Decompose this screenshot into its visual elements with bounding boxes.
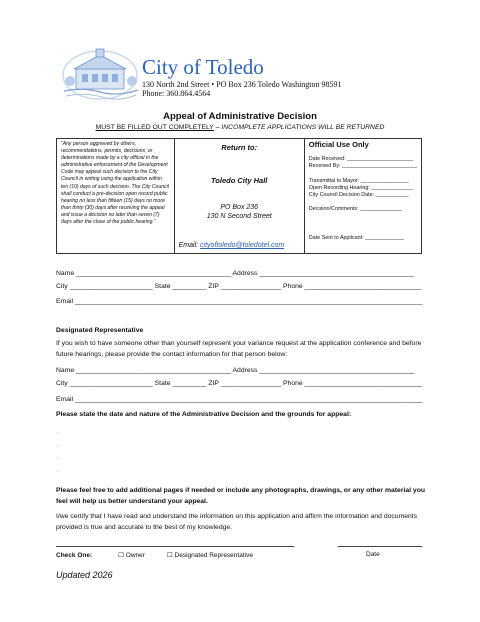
grounds-line[interactable]: . — [57, 442, 59, 448]
appeal-notice-cell — [57, 139, 175, 254]
designated-intro: If you wish to have someone other than yourself represent your variance request at the application conference and before future hearings, please provide the contact information for that person below: — [56, 340, 422, 358]
certification-text: I/we certify that I have read and understand the information on this application and affirm the information and documents provided is true and accurate to the best of my knowledge. — [56, 513, 418, 531]
official-line-comments: Decision/Comments: ______________ — [308, 206, 402, 213]
official-line-received-by: Received By: _________________________ — [308, 163, 417, 170]
form-title: Appeal of Administrative Decision — [163, 111, 317, 122]
grounds-line[interactable]: . — [57, 455, 59, 461]
official-line-date-received: Date Received: ______________________ — [308, 156, 414, 163]
signature-line[interactable] — [56, 546, 294, 547]
rep-name-row[interactable]: Name _________________________________________ Address _________________________________________ — [56, 367, 415, 374]
appeal-notice: “Any person aggrieved by others, recommendations, permits, decisions, or determinations made by a city official in the administrative enforcement of the Development Code may appeal such decision to the City Council in writing using the application within ten (10) days of such decision. The City Council shall conduct a pre-decision open record public hearing no less than fifteen (15) days no more than thirty (30) days after receiving the appeal and issue a decision no later than seven (7) days after the close of the public hearing.” — [61, 141, 169, 226]
info-table — [56, 138, 422, 254]
applicant-email-row[interactable]: Email ____________________________________________________________________________________________ — [56, 298, 423, 305]
fill-instructions — [0, 124, 480, 131]
updated-footer: Updated 2026 — [56, 570, 113, 580]
rep-email-row[interactable]: Email ____________________________________________________________________________________________ — [56, 396, 423, 403]
date-label: Date — [366, 551, 380, 558]
official-line-hearing: Open Recording Hearing: ______________ — [308, 184, 414, 191]
designated-heading: Designated Representative — [56, 327, 144, 334]
owner-checkbox[interactable]: ☐ Owner — [118, 552, 145, 559]
city-phone: Phone: 360.864.4564 — [142, 89, 211, 98]
grounds-line[interactable]: . — [57, 468, 59, 474]
official-line-date-sent: Date Sent to Applicant: _____________ — [308, 235, 405, 242]
city-hall-logo — [62, 45, 140, 105]
return-address — [179, 203, 300, 221]
official-use-cell — [304, 139, 421, 254]
official-line-decision-date: City Council Decision Date: ___________ — [308, 192, 409, 199]
email-link[interactable]: cityoftoledo@toledotel.com — [200, 242, 285, 249]
return-po: PO Box 236 — [220, 204, 259, 211]
applicant-name-row[interactable]: Name _________________________________________ Address _________________________________________ — [56, 270, 415, 277]
email-label: Email: — [178, 242, 201, 249]
return-street: 130 N Second Street — [206, 213, 272, 220]
additional-pages-note: Please feel free to add additional pages if needed or include any photographs, drawings, or any other material you feel will help us better understand your appeal. — [56, 487, 426, 505]
return-heading: Return to: — [221, 143, 258, 152]
grounds-line[interactable]: . — [57, 429, 59, 435]
city-name: City of Toledo — [142, 55, 264, 79]
rep-city-row[interactable]: City ______________________ State _________ ZIP ________________ Phone _______________________________ — [56, 380, 422, 387]
applicant-city-row[interactable]: City ______________________ State _________ ZIP ________________ Phone _______________________________ — [56, 283, 422, 290]
return-to-cell — [174, 139, 304, 254]
official-line-transmittal: Transmittal to Mayor: ________________ — [308, 177, 409, 184]
city-address: 130 North 2nd Street • PO Box 236 Toledo Washington 98591 — [142, 80, 342, 89]
return-email — [179, 242, 285, 249]
must-fill-text: MUST BE FILLED OUT COMPLETELY — [95, 124, 214, 131]
check-one-label: Check One: — [56, 552, 93, 559]
rep-checkbox[interactable]: ☐ Designated Representative — [166, 552, 253, 559]
return-name: Toledo City Hall — [211, 176, 268, 185]
official-heading: Official Use Only — [308, 140, 369, 149]
grounds-prompt: Please state the date and nature of the Administrative Decision and the grounds for appeal: — [56, 411, 352, 418]
date-line[interactable] — [338, 546, 422, 547]
incomplete-warning: – INCOMPLETE APPLICATIONS WILL BE RETURNED — [213, 124, 385, 131]
check-one-row — [56, 551, 275, 559]
